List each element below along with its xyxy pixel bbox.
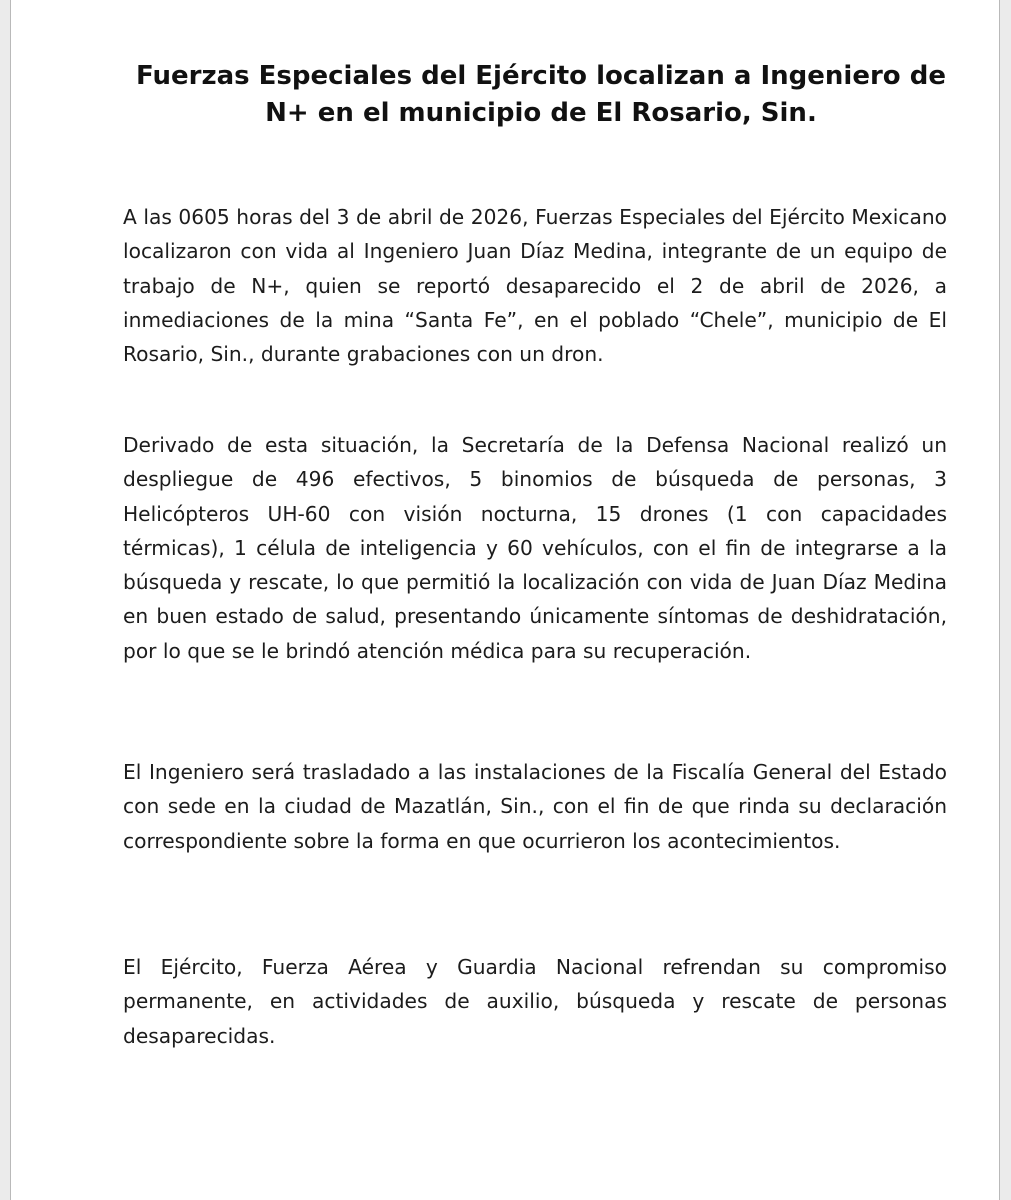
document-title: Fuerzas Especiales del Ejército localizan a Ingeniero de N+ en el municipio de El Rosario, Sin.: [136, 61, 946, 128]
paragraph-location-report: A las 0605 horas del 3 de abril de 2026, Fuerzas Especiales del Ejército Mexicano localizaron con vida al Ingeniero Juan Díaz Medina, integrante de un equipo de trabajo de N+, quien se reportó desaparecido el 2 de abril de 2026, a inmediaciones de la mina “Santa Fe”, en el poblado “Chele”, municipio de El Rosario, Sin., durante grabaciones con un dron.: [123, 205, 947, 367]
paragraph-commitment: El Ejército, Fuerza Aérea y Guardia Nacional refrendan su compromiso permanente, en actividades de auxilio, búsqueda y rescate de personas desaparecidas.: [123, 955, 947, 1048]
paragraph-transfer-fiscalia: El Ingeniero será trasladado a las instalaciones de la Fiscalía General del Estado con sede en la ciudad de Mazatlán, Sin., con el fin de que rinda su declaración correspondiente sobre la forma en que ocurrieron los acontecimientos.: [123, 760, 947, 853]
document-page: [10, 0, 1000, 1200]
paragraph-search-deployment: Derivado de esta situación, la Secretaría de la Defensa Nacional realizó un despliegue de 496 efectivos, 5 binomios de búsqueda de personas, 3 Helicópteros UH-60 con visión nocturna, 15 drones (1 con capacidades térmicas), 1 célula de inteligencia y 60 vehículos, con el fin de integrarse a la búsqueda y rescate, lo que permitió la localización con vida de Juan Díaz Medina en buen estado de salud, presentando únicamente síntomas de deshidratación, por lo que se le brindó atención médica para su recuperación.: [123, 433, 947, 663]
